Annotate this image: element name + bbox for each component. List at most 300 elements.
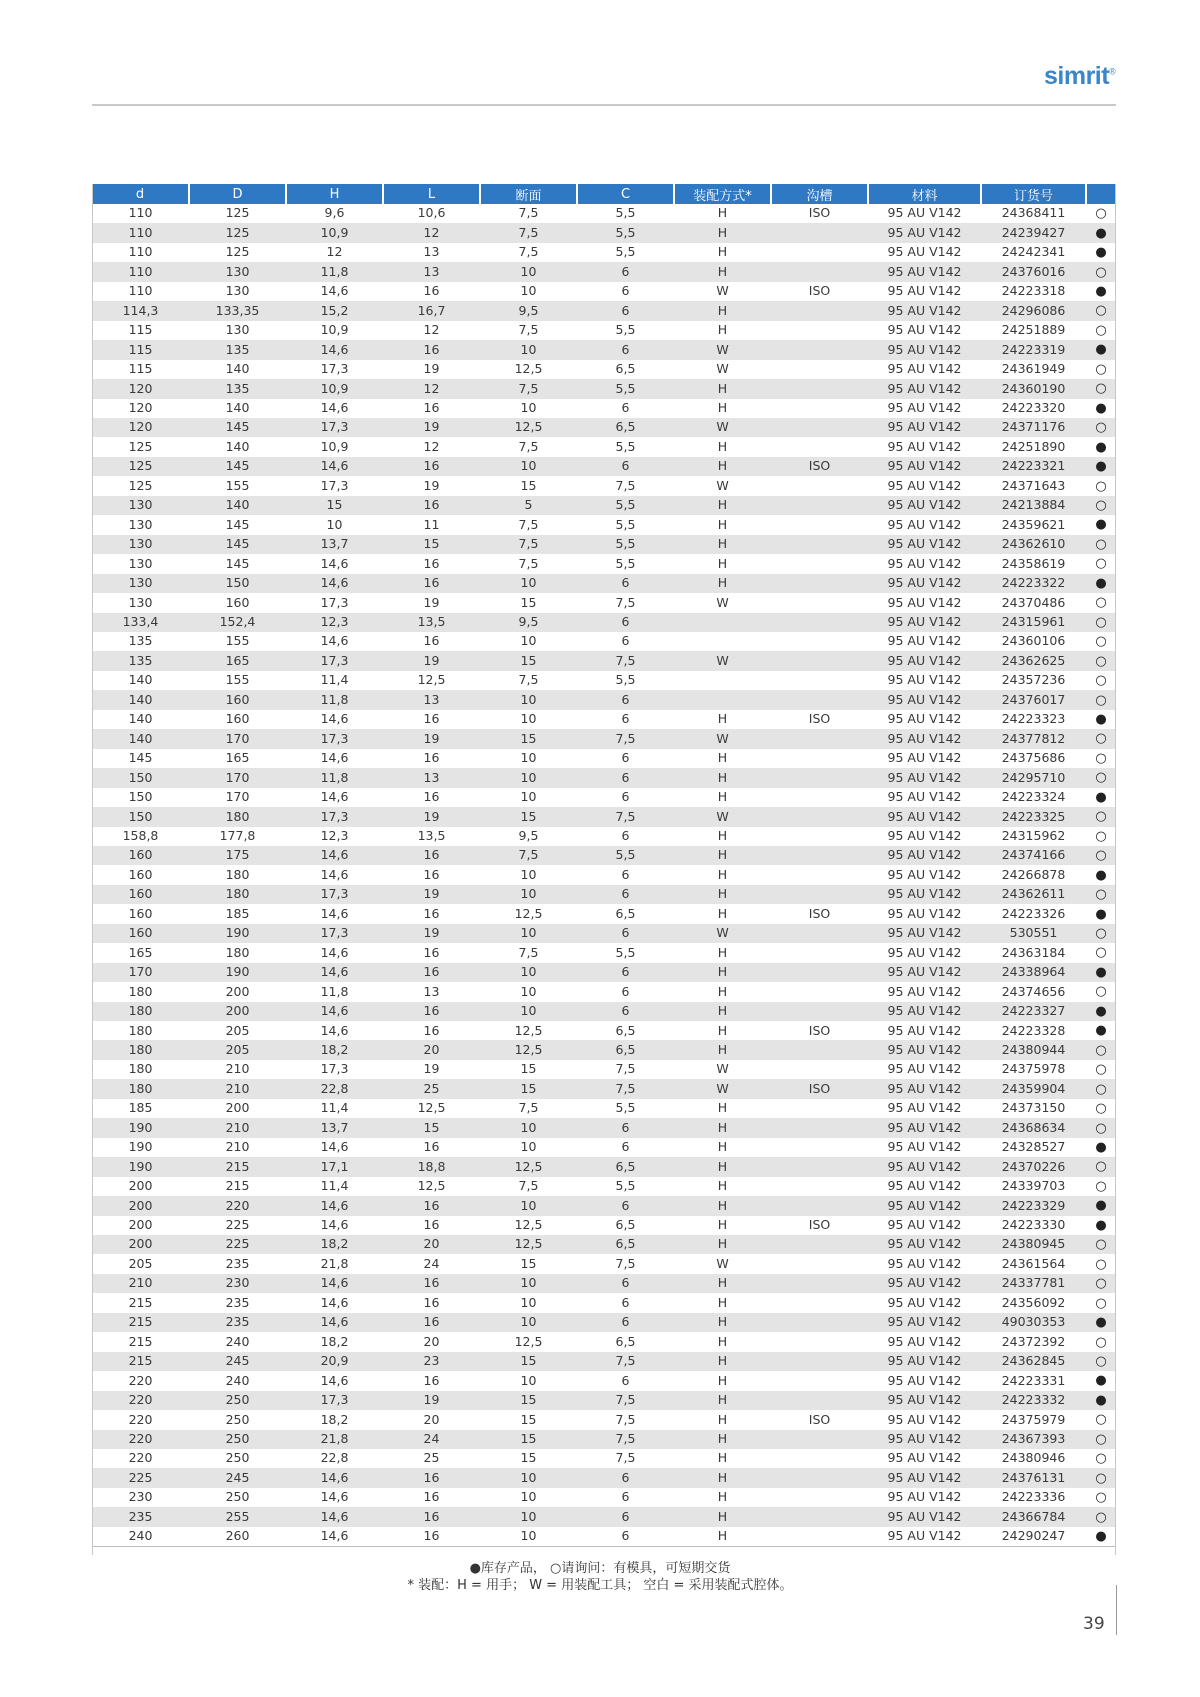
cell-col-outer-d: 235: [189, 1313, 286, 1332]
table-row: [92, 749, 1116, 768]
cell-col-c: 5,5: [615, 1100, 636, 1116]
cell-col-h: 14,6: [320, 400, 349, 415]
cell-col-groove: [771, 671, 868, 690]
cell-col-l: 13,5: [383, 613, 480, 632]
cell-col-groove: [771, 788, 868, 807]
cell-col-outer-d: 210: [225, 1139, 250, 1155]
cell-col-h: 14,6: [320, 711, 349, 727]
cell-col-d: 110: [128, 283, 153, 299]
cell-col-d: 130: [92, 496, 189, 515]
cell-col-groove: [771, 1002, 868, 1021]
cell-col-assembly: H: [717, 1450, 728, 1466]
cell-col-c: 7,5: [577, 1430, 674, 1449]
cell-col-d: 125: [128, 477, 153, 493]
page-number-rule: [1116, 1585, 1117, 1635]
cell-col-h: 17,3: [320, 1061, 349, 1077]
cell-col-groove: [771, 1527, 868, 1547]
table-row: [92, 399, 1116, 418]
cell-col-outer-d: 125: [225, 244, 250, 260]
cell-col-groove: [771, 1468, 868, 1487]
cell-col-assembly: W: [674, 340, 771, 359]
cell-col-section: 7,5: [518, 205, 539, 221]
cell-col-section: 12,5: [514, 905, 543, 921]
cell-col-d: 180: [92, 1040, 189, 1059]
table-row: [92, 943, 1116, 962]
cell-col-groove: [771, 554, 868, 573]
cell-col-material: 95 AU V142: [868, 963, 981, 982]
header-col-stock: [1086, 184, 1116, 204]
cell-col-d: 150: [128, 789, 153, 805]
cell-col-material: 95 AU V142: [887, 1061, 962, 1077]
cell-col-material: 95 AU V142: [887, 1294, 962, 1310]
cell-col-l: 18,8: [383, 1157, 480, 1176]
cell-col-stock: ○: [1086, 729, 1116, 748]
cell-col-outer-d: 205: [225, 1022, 250, 1038]
cell-col-d: 220: [92, 1430, 189, 1449]
cell-col-outer-d: 180: [225, 866, 250, 882]
cell-col-section: 10: [480, 924, 577, 943]
cell-col-groove: [771, 1235, 868, 1254]
cell-col-stock: ●: [1095, 245, 1107, 261]
cell-col-d: 140: [128, 672, 153, 688]
cell-col-order-no: 24380944: [981, 1040, 1086, 1059]
cell-col-section: 10: [520, 400, 537, 415]
cell-col-c: 6,5: [577, 1157, 674, 1176]
cell-col-assembly: H: [674, 1507, 771, 1526]
cell-col-stock: ○: [1086, 1274, 1116, 1293]
cell-col-h: 21,8: [320, 1255, 349, 1271]
cell-col-stock: ○: [1095, 1256, 1107, 1272]
cell-col-assembly: [674, 632, 771, 651]
cell-col-stock: ●: [1095, 712, 1107, 727]
cell-col-h: 12,3: [286, 613, 383, 632]
table-row: [92, 496, 1116, 515]
cell-col-h: 17,3: [286, 924, 383, 943]
cell-col-c: 7,5: [577, 651, 674, 670]
cell-col-l: 16: [423, 1372, 440, 1388]
cell-col-section: 9,5: [480, 301, 577, 320]
cell-col-groove: [771, 827, 868, 846]
cell-col-l: 16: [383, 496, 480, 515]
cell-col-groove: [771, 1449, 868, 1468]
cell-col-order-no: 24375979: [1001, 1411, 1066, 1427]
cell-col-order-no: 24362845: [981, 1352, 1086, 1371]
cell-col-order-no: 24223325: [981, 807, 1086, 826]
cell-col-d: 130: [128, 555, 153, 571]
cell-col-h: 14,6: [320, 789, 349, 805]
cell-col-groove: [771, 1040, 868, 1059]
cell-col-h: 14,6: [320, 1294, 349, 1310]
table-row: [92, 515, 1116, 534]
cell-col-outer-d: 180: [189, 885, 286, 904]
cell-col-groove: [771, 437, 868, 456]
cell-col-section: 10: [520, 1372, 537, 1388]
cell-col-order-no: 24361564: [1001, 1255, 1066, 1271]
cell-col-assembly: H: [674, 1527, 771, 1547]
cell-col-material: 95 AU V142: [868, 768, 981, 787]
cell-col-material: 95 AU V142: [868, 613, 981, 632]
cell-col-section: 10: [480, 885, 577, 904]
cell-col-outer-d: 180: [189, 807, 286, 826]
cell-col-h: 17,3: [286, 418, 383, 437]
cell-col-section: 10: [480, 1313, 577, 1332]
cell-col-assembly: W: [716, 283, 729, 299]
cell-col-order-no: 24223322: [981, 574, 1086, 593]
cell-col-groove: [771, 1099, 868, 1118]
cell-col-order-no: 530551: [981, 924, 1086, 943]
cell-col-d: 180: [128, 1061, 153, 1077]
cell-col-groove: [771, 1274, 868, 1293]
cell-col-outer-d: 130: [225, 283, 250, 299]
cell-col-stock: ●: [1086, 574, 1116, 593]
cell-col-d: 110: [92, 262, 189, 281]
cell-col-groove: [771, 1332, 868, 1351]
cell-col-groove: [771, 1507, 868, 1526]
cell-col-l: 12,5: [417, 672, 446, 688]
cell-col-section: 15: [520, 1411, 537, 1427]
cell-col-h: 17,3: [320, 594, 349, 610]
cell-col-stock: ○: [1095, 673, 1107, 689]
cell-col-h: 17,3: [286, 651, 383, 670]
cell-col-h: 14,6: [320, 1139, 349, 1155]
cell-col-l: 16: [383, 1507, 480, 1526]
cell-col-section: 7,5: [518, 1178, 539, 1194]
table-row: [92, 1527, 1116, 1547]
cell-col-groove: [771, 496, 868, 515]
cell-col-h: 18,2: [286, 1040, 383, 1059]
table-row: [92, 788, 1116, 807]
cell-col-d: 145: [128, 750, 153, 766]
cell-col-order-no: 24223319: [981, 340, 1086, 359]
cell-col-outer-d: 200: [225, 1100, 250, 1116]
cell-col-outer-d: 170: [225, 789, 250, 805]
header-col-material: 材料: [868, 184, 981, 204]
cell-col-h: 11,8: [286, 262, 383, 281]
cell-col-c: 6,5: [615, 905, 636, 921]
cell-col-d: 215: [92, 1352, 189, 1371]
cell-col-stock: ○: [1086, 496, 1116, 515]
cell-col-c: 6: [577, 885, 674, 904]
cell-col-assembly: H: [674, 885, 771, 904]
cell-col-h: 14,6: [320, 1372, 349, 1388]
cell-col-l: 16: [423, 555, 440, 571]
cell-col-stock: ○: [1095, 1334, 1107, 1350]
cell-col-order-no: 24372392: [1001, 1333, 1066, 1349]
cell-col-groove: [771, 943, 868, 962]
cell-col-order-no: 24223320: [1001, 400, 1066, 415]
cell-col-groove: ISO: [808, 905, 831, 921]
table-row: [92, 1079, 1116, 1098]
cell-col-h: 14,6: [320, 555, 349, 571]
table-row: [92, 924, 1116, 943]
table-row: [92, 282, 1116, 301]
cell-col-stock: ○: [1086, 924, 1116, 943]
cell-col-l: 16,7: [383, 301, 480, 320]
cell-col-groove: [771, 1430, 868, 1449]
cell-col-assembly: H: [717, 244, 728, 260]
cell-col-section: 12,5: [514, 1333, 543, 1349]
cell-col-stock: ●: [1086, 1527, 1116, 1547]
cell-col-h: 14,6: [286, 1196, 383, 1215]
cell-col-assembly: H: [717, 1333, 728, 1349]
cell-col-order-no: 24213884: [981, 496, 1086, 515]
cell-col-h: 14,6: [286, 1313, 383, 1332]
cell-col-order-no: 24374656: [1001, 983, 1066, 999]
cell-col-assembly: H: [717, 555, 728, 571]
cell-col-section: 10: [520, 789, 537, 805]
cell-col-assembly: H: [717, 322, 728, 338]
cell-col-l: 12: [383, 223, 480, 242]
cell-col-outer-d: 205: [189, 1040, 286, 1059]
cell-col-d: 150: [92, 768, 189, 787]
cell-col-material: 95 AU V142: [887, 1411, 962, 1427]
cell-col-material: 95 AU V142: [868, 379, 981, 398]
cell-col-d: 115: [128, 322, 153, 338]
cell-col-order-no: 24339703: [1001, 1178, 1066, 1194]
cell-col-h: 14,6: [286, 1002, 383, 1021]
cell-col-section: 10: [480, 1274, 577, 1293]
cell-col-material: 95 AU V142: [868, 1391, 981, 1410]
cell-col-stock: ●: [1095, 1373, 1107, 1389]
cell-col-outer-d: 140: [225, 438, 250, 454]
table-row: [92, 1468, 1116, 1487]
cell-col-order-no: 24360190: [981, 379, 1086, 398]
cell-col-assembly: W: [674, 651, 771, 670]
cell-col-stock: ●: [1095, 517, 1107, 533]
cell-col-l: 16: [383, 1002, 480, 1021]
cell-col-d: 110: [92, 223, 189, 242]
cell-col-d: 160: [92, 885, 189, 904]
cell-col-material: 95 AU V142: [887, 477, 962, 493]
cell-col-section: 10: [480, 1002, 577, 1021]
cell-col-material: 95 AU V142: [887, 633, 962, 649]
cell-col-l: 20: [383, 1040, 480, 1059]
cell-col-assembly: W: [716, 361, 729, 377]
cell-col-outer-d: 220: [189, 1196, 286, 1215]
cell-col-l: 12,5: [417, 1100, 446, 1116]
cell-col-stock: ○: [1095, 1412, 1107, 1428]
cell-col-section: 10: [480, 1527, 577, 1547]
cell-col-l: 16: [423, 750, 440, 766]
cell-col-h: 14,6: [286, 1274, 383, 1293]
cell-col-order-no: 24373150: [1001, 1100, 1066, 1116]
cell-col-c: 5,5: [577, 496, 674, 515]
cell-col-h: 10,9: [320, 438, 349, 454]
cell-col-groove: ISO: [771, 457, 868, 476]
cell-col-stock: ○: [1086, 846, 1116, 865]
cell-col-h: 14,6: [320, 944, 349, 960]
cell-col-l: 19: [383, 729, 480, 748]
cell-col-order-no: 24223327: [981, 1002, 1086, 1021]
cell-col-order-no: 24338964: [981, 963, 1086, 982]
cell-col-material: 95 AU V142: [887, 1372, 962, 1388]
cell-col-h: 11,4: [320, 1178, 349, 1194]
table-row: [92, 885, 1116, 904]
cell-col-section: 7,5: [518, 322, 539, 338]
cell-col-c: 6: [621, 400, 630, 415]
cell-col-c: 6: [577, 1274, 674, 1293]
cell-col-l: 16: [423, 400, 440, 415]
cell-col-section: 10: [480, 690, 577, 709]
cell-col-groove: [771, 223, 868, 242]
cell-col-section: 15: [480, 729, 577, 748]
cell-col-material: 95 AU V142: [887, 1333, 962, 1349]
cell-col-l: 19: [423, 594, 440, 610]
cell-col-groove: [771, 982, 868, 1001]
cell-col-section: 10: [480, 457, 577, 476]
cell-col-l: 19: [383, 1391, 480, 1410]
cell-col-outer-d: 260: [189, 1527, 286, 1547]
cell-col-section: 7,5: [518, 1100, 539, 1116]
cell-col-section: 10: [520, 866, 537, 882]
cell-col-groove: [771, 535, 868, 554]
cell-col-groove: [771, 651, 868, 670]
cell-col-c: 5,5: [577, 379, 674, 398]
cell-col-material: 95 AU V142: [887, 555, 962, 571]
cell-col-material: 95 AU V142: [868, 418, 981, 437]
cell-col-order-no: 24223318: [1001, 283, 1066, 299]
cell-col-groove: [771, 749, 868, 768]
cell-col-stock: ○: [1095, 828, 1107, 844]
cell-col-outer-d: 190: [189, 924, 286, 943]
cell-col-h: 17,3: [286, 807, 383, 826]
cell-col-outer-d: 140: [189, 496, 286, 515]
cell-col-stock: ○: [1086, 535, 1116, 554]
cell-col-stock: ○: [1086, 1040, 1116, 1059]
cell-col-h: 20,9: [286, 1352, 383, 1371]
cell-col-d: 205: [128, 1255, 153, 1271]
cell-col-d: 115: [92, 340, 189, 359]
cell-col-h: 17,3: [286, 1391, 383, 1410]
cell-col-order-no: 24295710: [981, 768, 1086, 787]
table-row: [92, 768, 1116, 787]
seal-spec-table: [92, 184, 1116, 1547]
cell-col-stock: ●: [1095, 439, 1107, 455]
cell-col-d: 230: [128, 1489, 153, 1505]
cell-col-stock: ○: [1095, 1101, 1107, 1117]
cell-col-assembly: W: [716, 1255, 729, 1271]
cell-col-material: 95 AU V142: [868, 574, 981, 593]
cell-col-d: 225: [92, 1468, 189, 1487]
cell-col-d: 130: [128, 594, 153, 610]
cell-col-outer-d: 155: [225, 633, 250, 649]
cell-col-groove: ISO: [771, 1079, 868, 1098]
cell-col-l: 16: [383, 1196, 480, 1215]
cell-col-c: 6: [621, 866, 630, 882]
cell-col-material: 95 AU V142: [887, 944, 962, 960]
cell-col-order-no: 24315962: [1001, 827, 1066, 843]
cell-col-stock: ●: [1095, 1217, 1107, 1233]
cell-col-outer-d: 190: [189, 963, 286, 982]
cell-col-section: 15: [480, 1352, 577, 1371]
cell-col-groove: ISO: [808, 205, 831, 221]
cell-col-l: 19: [383, 418, 480, 437]
cell-col-groove: [771, 1313, 868, 1332]
table-row: [92, 1040, 1116, 1059]
cell-col-h: 14,6: [320, 750, 349, 766]
cell-col-stock: ○: [1095, 1295, 1107, 1311]
cell-col-c: 7,5: [615, 1450, 636, 1466]
cell-col-order-no: 24362610: [981, 535, 1086, 554]
cell-col-material: 95 AU V142: [887, 516, 962, 532]
cell-col-outer-d: 152,4: [189, 613, 286, 632]
cell-col-section: 10: [520, 1489, 537, 1505]
cell-col-order-no: 24374166: [981, 846, 1086, 865]
cell-col-l: 19: [423, 361, 440, 377]
cell-col-order-no: 24223332: [981, 1391, 1086, 1410]
cell-col-section: 15: [520, 1061, 537, 1077]
table-row: [92, 1332, 1116, 1351]
cell-col-d: 185: [128, 1100, 153, 1116]
cell-col-h: 14,6: [286, 1527, 383, 1547]
table-row: [92, 1118, 1116, 1137]
cell-col-d: 215: [128, 1294, 153, 1310]
cell-col-order-no: 24371176: [981, 418, 1086, 437]
cell-col-c: 6: [577, 963, 674, 982]
table-row: [92, 1488, 1116, 1507]
cell-col-h: 10: [326, 516, 343, 532]
cell-col-outer-d: 145: [189, 535, 286, 554]
cell-col-outer-d: 235: [225, 1255, 250, 1271]
cell-col-section: 7,5: [518, 555, 539, 571]
cell-col-outer-d: 135: [189, 379, 286, 398]
cell-col-section: 12,5: [480, 1157, 577, 1176]
cell-col-c: 7,5: [615, 594, 636, 610]
cell-col-outer-d: 170: [189, 768, 286, 787]
cell-col-d: 240: [92, 1527, 189, 1547]
cell-col-outer-d: 225: [225, 1217, 250, 1233]
cell-col-assembly: H: [674, 379, 771, 398]
cell-col-assembly: H: [674, 1040, 771, 1059]
cell-col-stock: ○: [1086, 613, 1116, 632]
cell-col-assembly: H: [717, 1489, 728, 1505]
cell-col-order-no: 24315961: [981, 613, 1086, 632]
cell-col-l: 16: [383, 963, 480, 982]
cell-col-assembly: H: [674, 1235, 771, 1254]
cell-col-stock: ●: [1086, 457, 1116, 476]
cell-col-section: 12,5: [514, 361, 543, 377]
cell-col-h: 12,3: [320, 827, 349, 843]
cell-col-d: 235: [92, 1507, 189, 1526]
cell-col-assembly: W: [674, 807, 771, 826]
table-row: [92, 379, 1116, 398]
cell-col-h: 14,6: [320, 283, 349, 299]
cell-col-material: 95 AU V142: [887, 1178, 962, 1194]
cell-col-section: 7,5: [480, 223, 577, 242]
cell-col-material: 95 AU V142: [868, 1352, 981, 1371]
cell-col-groove: [771, 1060, 868, 1079]
cell-col-l: 19: [383, 807, 480, 826]
cell-col-stock: ○: [1086, 690, 1116, 709]
cell-col-outer-d: 215: [225, 1178, 250, 1194]
cell-col-assembly: W: [674, 729, 771, 748]
cell-col-d: 140: [92, 690, 189, 709]
cell-col-d: 190: [92, 1157, 189, 1176]
table-row: [92, 535, 1116, 554]
cell-col-outer-d: 250: [225, 1489, 250, 1505]
cell-col-stock: ●: [1086, 1313, 1116, 1332]
cell-col-l: 15: [383, 1118, 480, 1137]
cell-col-l: 20: [423, 1411, 440, 1427]
cell-col-material: 95 AU V142: [887, 244, 962, 260]
cell-col-outer-d: 250: [225, 1450, 250, 1466]
logo-text: simrit: [1044, 62, 1110, 90]
cell-col-assembly: H: [674, 262, 771, 281]
cell-col-material: 95 AU V142: [868, 1196, 981, 1215]
cell-col-material: 95 AU V142: [887, 594, 962, 610]
cell-col-l: 16: [423, 283, 440, 299]
cell-col-h: 12: [326, 244, 343, 260]
